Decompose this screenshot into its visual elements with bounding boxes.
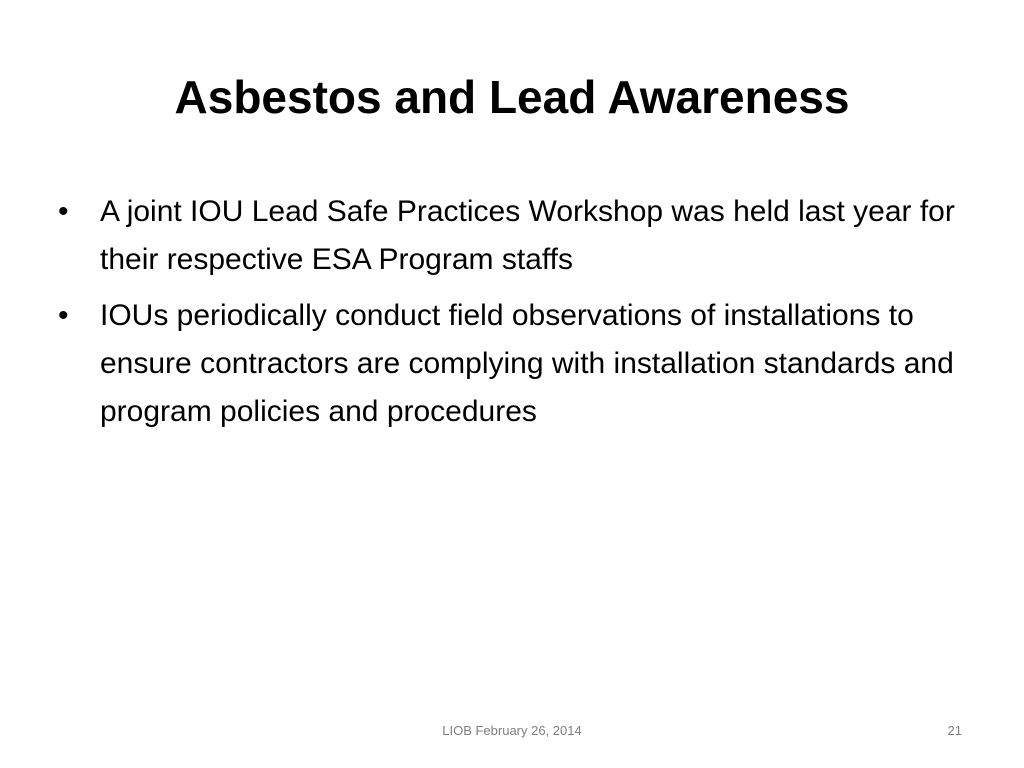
- bullet-list: [58, 188, 958, 444]
- slide-title: Asbestos and Lead Awareness: [174, 71, 850, 123]
- slide-number: 21: [947, 723, 962, 738]
- bullet-text: IOUs periodically conduct field observations of installations to ensure contractors are complying with installation standards and program policies and procedures: [100, 299, 954, 428]
- bullet-icon: •: [58, 299, 69, 332]
- bullet-item: [58, 188, 958, 284]
- footer-date: LIOB February 26, 2014: [442, 723, 582, 738]
- bullet-item: [58, 292, 958, 436]
- bullet-text: A joint IOU Lead Safe Practices Workshop was held last year for their respective ESA Program staffs: [100, 195, 955, 276]
- bullet-icon: •: [58, 195, 69, 228]
